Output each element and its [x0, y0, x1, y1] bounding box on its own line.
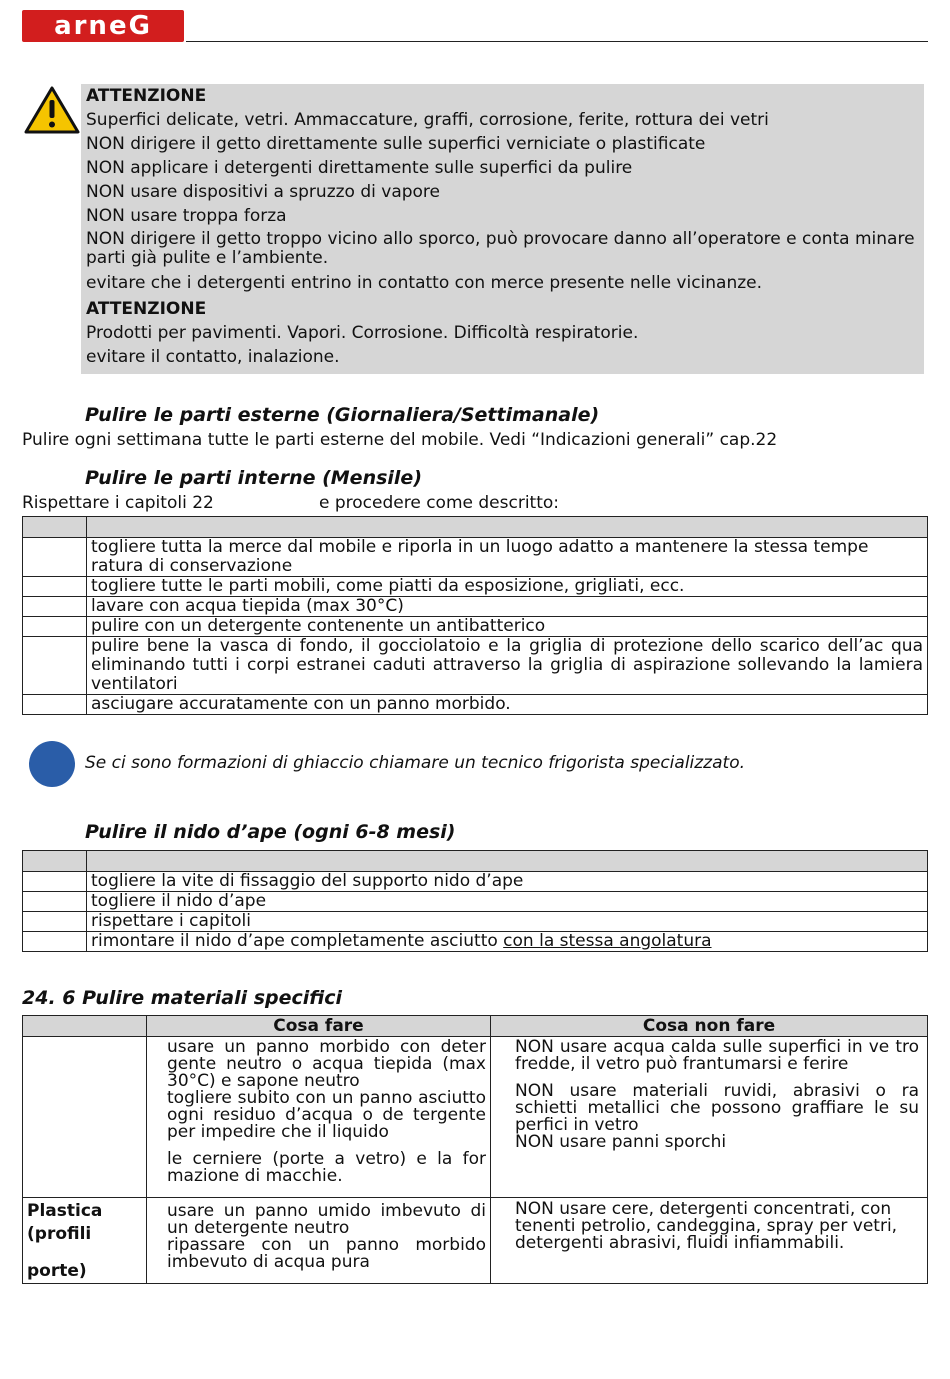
do-text: ripassare con un panno morbido imbevuto di acqua pura [167, 1235, 486, 1272]
table-row [23, 538, 928, 577]
warning-line: NON usare troppa forza [86, 206, 287, 226]
materials-table [22, 1015, 928, 1284]
table-row [23, 932, 928, 952]
section-heading: Pulire il nido d’ape (ogni 6-8 mesi) [85, 821, 456, 843]
step-text: pulire bene la vasca di fondo, il gocciolatoio e la griglia di protezione dello scarico dell’ac qua eliminando tutti i corpi estranei caduti attraverso la griglia di aspirazione sollevando la lamiera ventilatori [87, 637, 928, 695]
table-row [23, 577, 928, 597]
material-name: porte) [27, 1261, 87, 1281]
step-text-main: rimontare il nido d’ape completamente asciutto [91, 931, 504, 951]
table-row [23, 892, 928, 912]
step-text: togliere tutta la merce dal mobile e riporla in un luogo adatto a mantenere la stessa tempe ratura di conservazione [87, 538, 928, 577]
warning-line: evitare che i detergenti entrino in contatto con merce presente nelle vicinanze. [86, 273, 763, 293]
material-cell [23, 1198, 147, 1284]
step-text: lavare con acqua tiepida (max 30°C) [87, 597, 928, 617]
step-text: togliere tutte le parti mobili, come piatti da esposizione, grigliati, ecc. [87, 577, 928, 597]
dont-text: NON usare acqua calda sulle superfici in ve tro fredde, il vetro può frantumarsi e ferire [515, 1037, 919, 1074]
step-text [87, 932, 928, 952]
dont-text: NON usare panni sporchi [515, 1132, 727, 1152]
logo-text: arneG [54, 11, 152, 41]
warning-box [81, 84, 924, 374]
table-row [23, 912, 928, 932]
warning-line: NON usare dispositivi a spruzzo di vapore [86, 182, 441, 202]
info-circle-icon [28, 740, 76, 788]
step-text: rispettare i capitoli [87, 912, 928, 932]
warning-title: ATTENZIONE [86, 86, 207, 106]
section-heading: Pulire le parti interne (Mensile) [85, 467, 422, 489]
table-row [23, 597, 928, 617]
honeycomb-steps-table [22, 850, 928, 952]
do-text: usare un panno morbido con deter gente neutro o acqua tiepida (max 30°C) e sapone neutro [167, 1037, 486, 1091]
do-cell [147, 1198, 491, 1284]
header-divider [186, 41, 928, 42]
warning-line: NON applicare i detergenti direttamente sulle superfici da pulire [86, 158, 633, 178]
note-text: Se ci sono formazioni di ghiaccio chiamare un tecnico frigorista specializzato. [85, 753, 745, 773]
step-text: togliere il nido d’ape [87, 892, 928, 912]
section-heading: 24. 6 Pulire materiali specifici [22, 987, 343, 1009]
table-row [23, 637, 928, 695]
warning-line: NON dirigere il getto troppo vicino allo sporco, può provocare danno all’operatore e conta minare parti già pulite e l’ambiente. [86, 229, 915, 268]
table-header-row [23, 1016, 928, 1037]
do-text: togliere subito con un panno asciutto ogni residuo d’acqua o de tergente per impedire che il liquido [167, 1088, 486, 1142]
step-text: asciugare accuratamente con un panno morbido. [87, 695, 928, 715]
table-row [23, 1037, 928, 1198]
table-header-row [23, 517, 928, 538]
section-intro: Rispettare i capitoli 22 [22, 493, 214, 513]
table-row [23, 695, 928, 715]
table-header-row [23, 851, 928, 872]
do-text: usare un panno umido imbevuto di un detergente neutro [167, 1201, 486, 1238]
section-text: Pulire ogni settimana tutte le parti esterne del mobile. Vedi “Indicazioni generali” cap.22 [22, 430, 778, 450]
step-text: pulire con un detergente contenente un antibatterico [87, 617, 928, 637]
section-heading: Pulire le parti esterne (Giornaliera/Settimanale) [85, 404, 600, 426]
warning-triangle-icon [24, 86, 80, 134]
warning-line: Prodotti per pavimenti. Vapori. Corrosione. Difficoltà respiratorie. [86, 323, 639, 343]
table-row [23, 872, 928, 892]
column-header: Cosa fare [147, 1016, 491, 1037]
brand-logo [22, 10, 184, 42]
warning-line: NON dirigere il getto direttamente sulle superfici verniciate o plastificate [86, 134, 706, 154]
section-intro: e procedere come descritto: [319, 493, 560, 513]
dont-cell [491, 1037, 928, 1198]
dont-text: NON usare materiali ruvidi, abrasivi o ra schietti metallici che possono graffiare le su perfici in vetro [515, 1081, 919, 1135]
do-text: le cerniere (porte a vetro) e la for mazione di macchie. [167, 1149, 486, 1186]
table-row [23, 617, 928, 637]
column-header: Cosa non fare [491, 1016, 928, 1037]
do-cell [147, 1037, 491, 1198]
dont-cell [491, 1198, 928, 1284]
internal-steps-table [22, 516, 928, 715]
warning-line: Superfici delicate, vetri. Ammaccature, graffi, corrosione, ferite, rottura dei vetri [86, 110, 769, 130]
material-name: Plastica [27, 1201, 103, 1221]
material-name: (profili [27, 1224, 92, 1244]
step-text-underlined: con la stessa angolatura [503, 931, 712, 951]
warning-title: ATTENZIONE [86, 299, 207, 319]
warning-line: evitare il contatto, inalazione. [86, 347, 340, 367]
table-row [23, 1198, 928, 1284]
step-text: togliere la vite di fissaggio del supporto nido d’ape [87, 872, 928, 892]
dont-text: NON usare cere, detergenti concentrati, con tenenti petrolio, candeggina, spray per vetri, detergenti abrasivi, fluidi infiammabili. [515, 1199, 898, 1253]
